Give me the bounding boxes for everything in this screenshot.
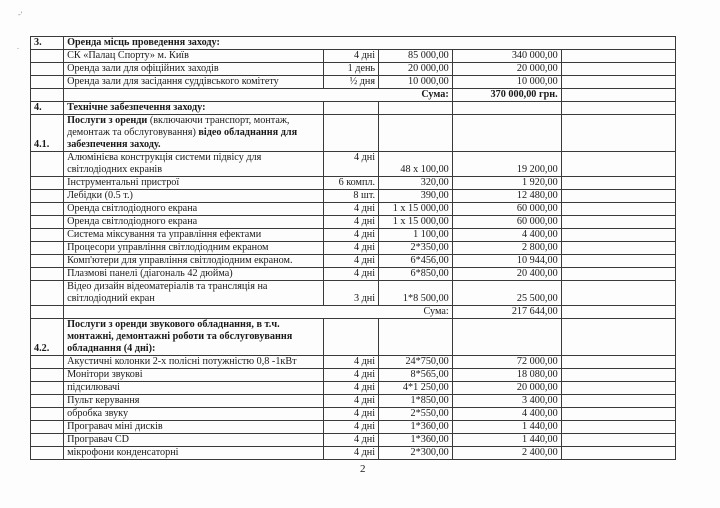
item-qty: 4 дні [323,447,379,460]
section-number: 4.2. [31,319,64,356]
item-total: 2 800,00 [452,242,561,255]
item-name: Оренда зали для офіційних заходів [64,63,323,76]
table-row [31,203,676,216]
sum-label: Сума: [64,306,453,319]
item-total: 12 480,00 [452,190,561,203]
item-qty: 4 дні [323,408,379,421]
item-name: Оренда зали для засідання суддівського комітету [64,76,323,89]
item-qty: ½ дня [323,76,379,89]
section-number: 3. [31,37,64,50]
section-title: Технічне забезпечення заходу: [64,102,323,115]
item-price: 320,00 [379,177,453,190]
table-row [31,356,676,369]
item-total: 4 400,00 [452,229,561,242]
item-name: мікрофони конденсаторні [64,447,323,460]
title-normal-part: (включаючи транспорт, монтаж, демонтаж та обслуговування) [67,115,290,138]
item-price: 2*350,00 [379,242,453,255]
item-qty: 4 дні [323,255,379,268]
item-total: 25 500,00 [452,281,561,306]
item-total: 2 400,00 [452,447,561,460]
item-price: 8*565,00 [379,369,453,382]
section-title: Оренда місць проведення заходу: [64,37,676,50]
item-price: 1*360,00 [379,434,453,447]
item-qty: 4 дні [323,369,379,382]
table-row [31,447,676,460]
item-price: 48 х 100,00 [379,152,453,177]
item-price: 1 х 15 000,00 [379,216,453,229]
section-header-row [31,37,676,50]
item-total: 20 400,00 [452,268,561,281]
sum-row [31,306,676,319]
item-total: 20 000,00 [452,382,561,395]
table-row [31,50,676,63]
item-name: Монітори звукові [64,369,323,382]
item-price: 1*850,00 [379,395,453,408]
item-name: Програвач міні дисків [64,421,323,434]
item-qty: 4 дні [323,421,379,434]
table-row [31,190,676,203]
sum-value: 370 000,00 грн. [452,89,561,102]
page-number: 2 [360,463,366,475]
subsection-header-row [31,115,676,152]
table-row [31,76,676,89]
item-qty: 4 дні [323,268,379,281]
item-name: Оренда світлодіодного екрана [64,203,323,216]
scan-artifact: . [17,42,19,51]
table-row [31,395,676,408]
item-price: 6*850,00 [379,268,453,281]
table-row [31,382,676,395]
item-name: Оренда світлодіодного екрана [64,216,323,229]
item-qty: 1 день [323,63,379,76]
table-row [31,268,676,281]
table-row [31,255,676,268]
item-price: 20 000,00 [379,63,453,76]
item-total: 1 920,00 [452,177,561,190]
item-price: 1 100,00 [379,229,453,242]
item-name: Відео дизайн відеоматеріалів та трансляція на світлодіодний екран [64,281,323,306]
section-title [64,115,323,152]
item-name: Акустичні колонки 2-х полісні потужністю 0,8 -1кВт [64,356,323,369]
item-name: Комп'ютери для управління світлодіодним екраном. [64,255,323,268]
item-total: 72 000,00 [452,356,561,369]
section-header-row [31,102,676,115]
sum-label: Сума: [64,89,453,102]
section-number: 4.1. [31,115,64,152]
item-qty: 4 дні [323,356,379,369]
item-total: 60 000,00 [452,216,561,229]
item-total: 19 200,00 [452,152,561,177]
table-row [31,152,676,177]
table-row [31,177,676,190]
item-total: 10 000,00 [452,76,561,89]
item-price: 1 х 15 000,00 [379,203,453,216]
item-price: 1*8 500,00 [379,281,453,306]
item-total: 340 000,00 [452,50,561,63]
item-qty: 8 шт. [323,190,379,203]
item-name: підсилювачі [64,382,323,395]
table-row [31,216,676,229]
title-bold-part: Послуги з оренди [67,115,148,126]
item-name: Інструментальні пристрої [64,177,323,190]
table-row [31,63,676,76]
table-row [31,229,676,242]
item-qty: 4 дні [323,382,379,395]
item-total: 18 080,00 [452,369,561,382]
item-price: 10 000,00 [379,76,453,89]
sum-row [31,89,676,102]
scan-artifact: -' [18,10,23,19]
item-qty: 3 дні [323,281,379,306]
table-row [31,369,676,382]
item-name: Програвач CD [64,434,323,447]
section-title: Послуги з оренди звукового обладнання, в т.ч. монтажні, демонтажні роботи та обслуговування обладнання (4 дні): [64,319,323,356]
item-price: 390,00 [379,190,453,203]
item-total: 20 000,00 [452,63,561,76]
item-total: 10 944,00 [452,255,561,268]
item-qty: 4 дні [323,434,379,447]
table-row [31,421,676,434]
item-name: Пульт керування [64,395,323,408]
table-row [31,434,676,447]
item-qty: 4 дні [323,216,379,229]
item-name: Алюмінієва конструкція системи підвісу для світлодіодних екранів [64,152,323,177]
item-qty: 4 дні [323,203,379,216]
item-price: 24*750,00 [379,356,453,369]
item-qty: 4 дні [323,152,379,177]
sum-value: 217 644,00 [452,306,561,319]
item-price: 1*360,00 [379,421,453,434]
table-row [31,408,676,421]
item-name: Плазмові панелі (діагональ 42 дюйма) [64,268,323,281]
title-bold-part: відео обладнання для забезпечення заходу. [67,127,298,150]
item-qty: 4 дні [323,242,379,255]
item-total: 1 440,00 [452,421,561,434]
item-price: 4*1 250,00 [379,382,453,395]
item-name: Система міксування та управління ефектами [64,229,323,242]
item-qty: 4 дні [323,229,379,242]
item-qty: 4 дні [323,395,379,408]
item-total: 4 400,00 [452,408,561,421]
item-price: 2*550,00 [379,408,453,421]
item-total: 60 000,00 [452,203,561,216]
table-row [31,242,676,255]
section-number: 4. [31,102,64,115]
item-name: СК «Палац Спорту» м. Київ [64,50,323,63]
table-row [31,281,676,306]
item-price: 85 000,00 [379,50,453,63]
item-qty: 4 дні [323,50,379,63]
item-name: Лебідки (0.5 т.) [64,190,323,203]
item-name: обробка звуку [64,408,323,421]
item-name: Процесори управління світлодіодним екраном [64,242,323,255]
item-price: 2*300,00 [379,447,453,460]
budget-table [30,36,676,460]
item-price: 6*456,00 [379,255,453,268]
item-qty: 6 компл. [323,177,379,190]
item-total: 3 400,00 [452,395,561,408]
item-total: 1 440,00 [452,434,561,447]
subsection-header-row [31,319,676,356]
